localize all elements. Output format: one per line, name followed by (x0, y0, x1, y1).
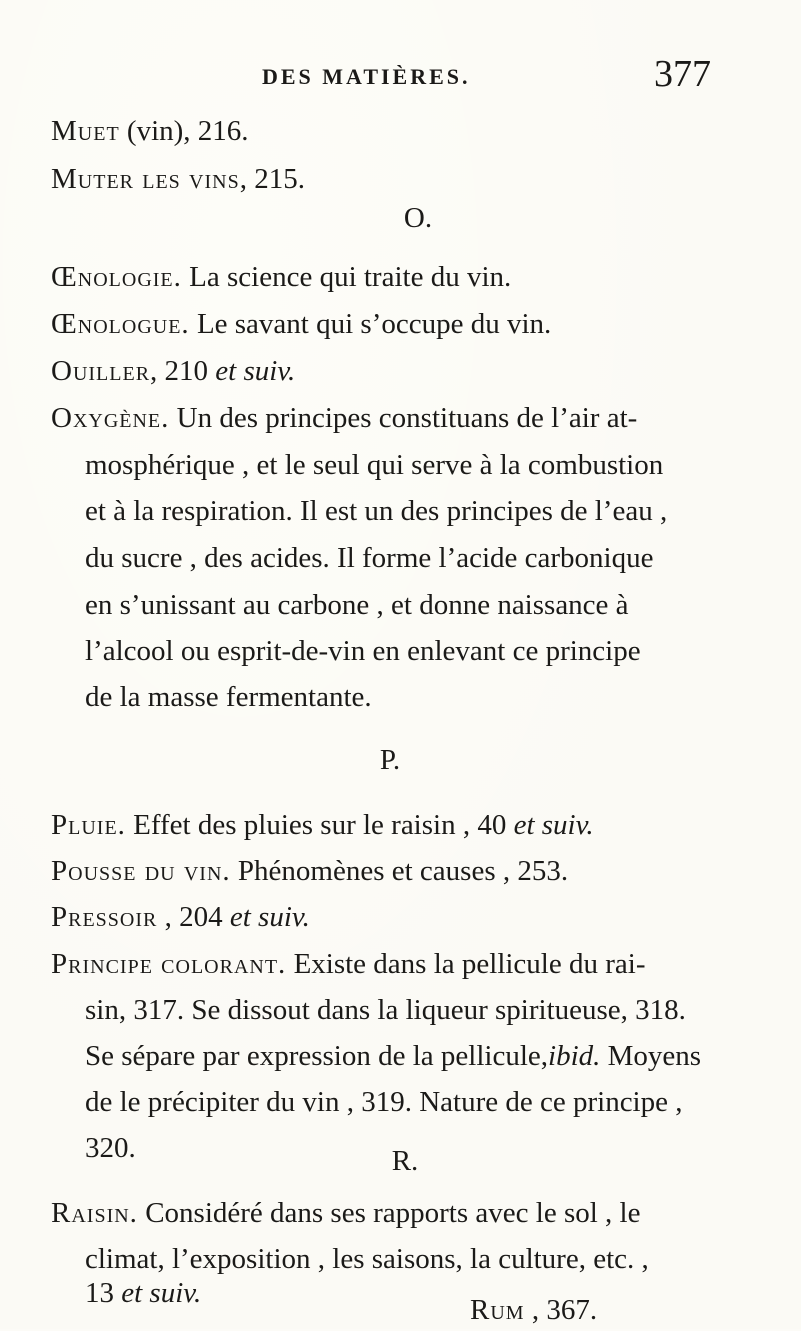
entry-continuation: sin, 317. Se dissout dans la liqueur spiritueuse, 318. (85, 994, 686, 1026)
index-entry-oenologue (51, 303, 751, 345)
entry-head: Pluie. (51, 809, 126, 841)
index-entry-pluie (51, 804, 751, 846)
running-head: DES MATIÈRES. (262, 64, 471, 89)
entry-head: Œnologie. (51, 261, 182, 293)
entry-head: Muter les vins (51, 163, 240, 195)
entry-text: Effet des pluies sur le raisin , 40 (125, 809, 514, 841)
section-letter-r: R. (391, 1145, 419, 1177)
entry-continuation: l’alcool ou esprit-de-vin en enlevant ce principe (85, 635, 641, 667)
entry-italic: et suiv. (513, 809, 594, 841)
entry-continuation: de le précipiter du vin , 319. Nature de ce principe , (85, 1086, 683, 1118)
entry-text: La science qui traite du vin. (181, 261, 512, 293)
entry-text: Considéré dans ses rapports avec le sol , le (137, 1197, 641, 1229)
entry-text: , 204 (157, 901, 230, 933)
entry-head: Oxygène. (51, 402, 170, 434)
entry-text: Se sépare par expression de la pellicule, (85, 1040, 549, 1072)
entry-text: , 210 (150, 355, 216, 387)
entry-head: Pressoir (51, 901, 158, 933)
entry-italic: et suiv. (229, 901, 310, 933)
entry-continuation: climat, l’exposition , les saisons, la culture, etc. , (85, 1243, 649, 1275)
section-letter-o: O. (403, 202, 433, 234)
section-letter-p: P. (379, 744, 401, 776)
entry-continuation: mosphérique , et le seul qui serve à la combustion (85, 449, 664, 481)
entry-continuation: en s’unissant au carbone , et donne naissance à (85, 589, 629, 621)
index-entry-pressoir (51, 896, 751, 938)
entry-italic: et suiv. (215, 355, 296, 387)
entry-text: Le savant qui s’occupe du vin. (189, 308, 552, 340)
entry-head: Pousse du vin. (51, 855, 231, 887)
entry-italic: et suiv. (121, 1277, 202, 1309)
entry-text: , 215. (239, 163, 305, 195)
entry-continuation (85, 1035, 785, 1077)
entry-head: Œnologue. (51, 308, 190, 340)
entry-head: Ouiller (51, 355, 151, 387)
entry-text: Existe dans la pellicule du rai- (286, 948, 646, 980)
index-entry-oenologie (51, 256, 751, 298)
index-entry-rum (470, 1289, 801, 1331)
index-entry-principe-colorant (51, 943, 751, 985)
entry-text: Un des principes constituans de l’air at- (169, 402, 638, 434)
index-entry-raisin (51, 1192, 751, 1234)
entry-text: (vin), 216. (119, 115, 249, 147)
index-entry-ouiller (51, 350, 751, 392)
entry-continuation: 320. (85, 1132, 136, 1164)
entry-text: Moyens (600, 1040, 702, 1072)
entry-italic: ibid. (548, 1040, 601, 1072)
entry-head: Muet (51, 115, 120, 147)
index-entry-oxygene (51, 397, 751, 439)
page-number: 377 (654, 53, 711, 95)
entry-continuation: de la masse fermentante. (85, 681, 372, 713)
entry-head: Raisin. (51, 1197, 138, 1229)
index-entry-pousse (51, 850, 751, 892)
entry-head: Rum (470, 1294, 525, 1326)
entry-continuation: du sucre , des acides. Il forme l’acide carbonique (85, 542, 654, 574)
index-entry-muet (51, 110, 751, 152)
index-entry-muter (51, 158, 751, 200)
entry-continuation: et à la respiration. Il est un des principes de l’eau , (85, 495, 668, 527)
entry-head: Principe colorant. (51, 948, 287, 980)
entry-text: , 367. (524, 1294, 598, 1326)
entry-text: 13 (85, 1277, 122, 1309)
entry-text: Phénomènes et causes , 253. (230, 855, 569, 887)
